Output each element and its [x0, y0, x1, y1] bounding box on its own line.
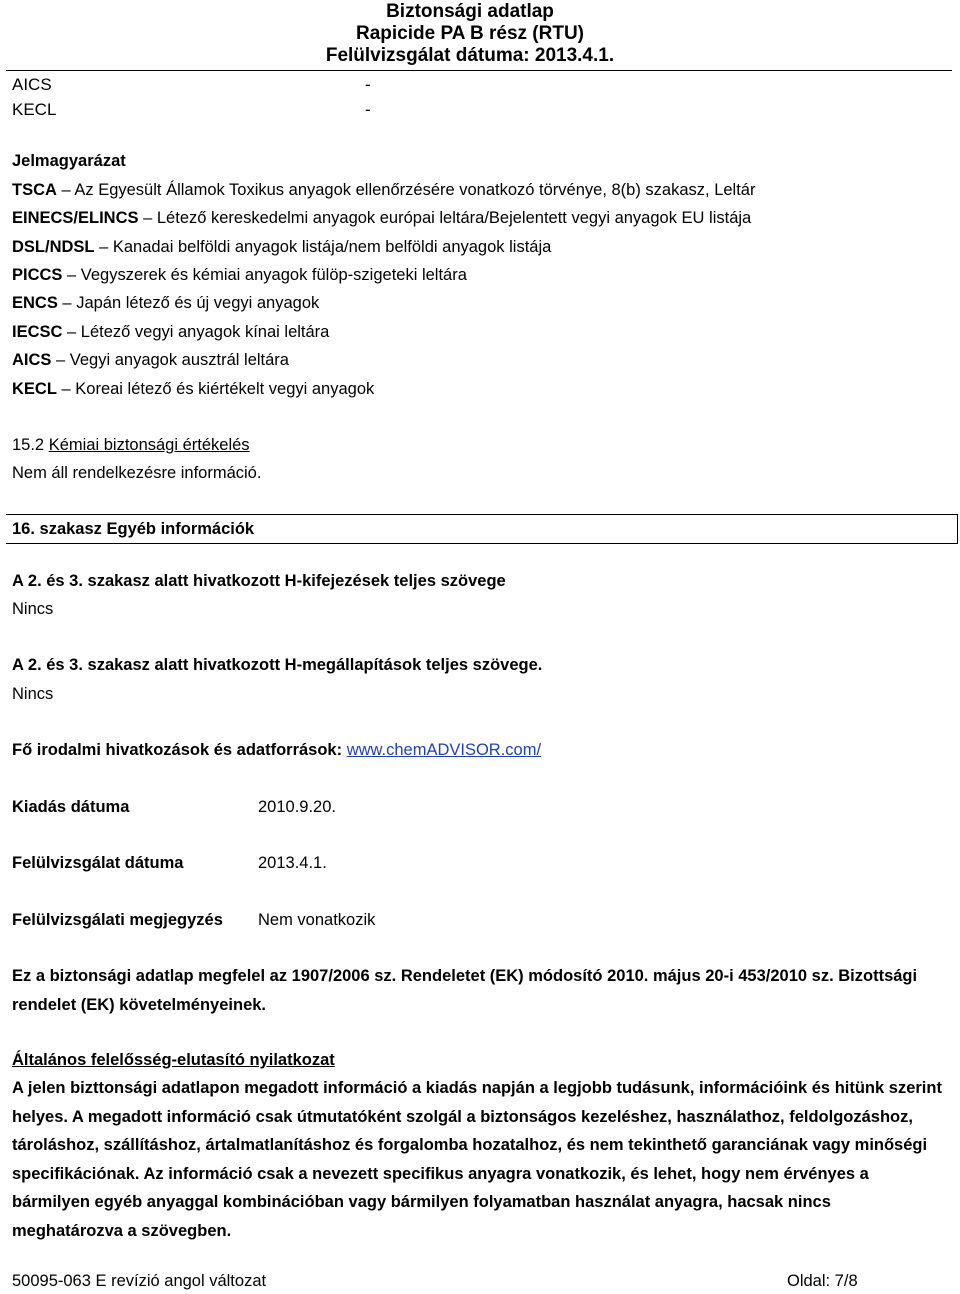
footer-page-number: Oldal: 7/8: [787, 1272, 858, 1290]
references-line: [12, 739, 541, 761]
legend-desc: – Létező vegyi anyagok kínai leltára: [62, 323, 330, 341]
revision-note-value: Nem vonatkozik: [258, 911, 376, 929]
h-statements-title: A 2. és 3. szakasz alatt hivatkozott H-megállapítások teljes szövege.: [12, 656, 543, 674]
revision-note-label: Felülvizsgálati megjegyzés: [12, 911, 223, 929]
section-number: 15.2: [12, 436, 49, 454]
product-name: Rapicide PA B rész (RTU): [355, 23, 585, 44]
inventory-row-kecl: [12, 99, 56, 121]
disclaimer-text: A jelen bizttonsági adatlapon megadott információ a kiadás napján a legjobb tudásunk, információink és hitünk szerint helyes. A megadott információ csak útmutatóként szolgál a biztonságos kezeléshez, használathoz, feldolgozáshoz, tároláshoz, szállításhoz, ártalmatlanításhoz és forgalomba hozatalhoz, és nem tekinthető garanciának vagy minőségi specifikációnak. Az információ csak a nevezett specifikus anyagra vonatkozik, és lehet, hogy nem érvényes a bármilyen egyéb anyaggal kombinációban vagy bármilyen folyamatban használat anyagra, hacsak nincs meghatározva a szövegben.: [12, 1079, 942, 1240]
issue-date-value: 2010.9.20.: [258, 798, 336, 816]
legend-abbr: IECSC: [12, 323, 63, 341]
legend-desc: – Japán létező és új vegyi anyagok: [57, 294, 320, 312]
section-15-2-text: Nem áll rendelkezésre információ.: [12, 464, 262, 482]
legend-abbr: ENCS: [12, 294, 58, 312]
inventory-code: KECL: [12, 100, 57, 119]
legend-abbr: PICCS: [12, 266, 63, 284]
legend-desc: – Kanadai belföldi anyagok listája/nem belföldi anyagok listája: [94, 238, 552, 256]
legend-abbr: EINECS/ELINCS: [12, 209, 139, 227]
legend-desc: – Vegyi anyagok ausztrál leltára: [51, 351, 289, 369]
chemadvisor-link[interactable]: www.chemADVISOR.com/: [346, 741, 542, 759]
inventory-value: -: [365, 75, 371, 94]
revision-date-label: Felülvizsgálat dátuma: [12, 854, 184, 872]
legend-desc: – Az Egyesült Államok Toxikus anyagok ellenőrzésére vonatkozó törvénye, 8(b) szakasz, Leltár: [56, 181, 756, 199]
legend-item-dsl: [12, 236, 551, 258]
h-statements-value: Nincs: [12, 685, 54, 703]
section-15-2-heading: [12, 434, 250, 456]
legend-title: Jelmagyarázat: [12, 152, 126, 170]
legend-abbr: AICS: [12, 351, 52, 369]
legend-item-kecl: [12, 378, 374, 400]
legend-item-encs: [12, 292, 319, 314]
disclaimer-title: Általános felelősség-elutasító nyilatkozat: [12, 1051, 335, 1069]
h-phrases-title: A 2. és 3. szakasz alatt hivatkozott H-kifejezések teljes szövege: [12, 572, 506, 590]
legend-abbr: KECL: [12, 380, 57, 398]
legend-item-aics: [12, 349, 289, 371]
legend-abbr: TSCA: [12, 181, 57, 199]
section-16-title: 16. szakasz Egyéb információk: [12, 520, 255, 538]
references-label: Fő irodalmi hivatkozások és adatforrások:: [12, 741, 347, 759]
h-phrases-value: Nincs: [12, 600, 54, 618]
section-title: Kémiai biztonsági értékelés: [48, 436, 250, 454]
legend-item-einecs: [12, 207, 751, 229]
legend-item-piccs: [12, 264, 467, 286]
legend-desc: – Koreai létező és kiértékelt vegyi anyagok: [56, 380, 375, 398]
doc-title: Biztonsági adatlap: [386, 1, 554, 22]
issue-date-label: Kiadás dátuma: [12, 798, 130, 816]
inventory-row-aics: [12, 74, 52, 96]
legend-desc: – Létező kereskedelmi anyagok európai leltára/Bejelentett vegyi anyagok EU listája: [138, 209, 752, 227]
footer-revision: 50095-063 E revízió angol változat: [12, 1272, 267, 1290]
header-revision-date: Felülvizsgálat dátuma: 2013.4.1.: [325, 45, 615, 66]
inventory-value: -: [365, 100, 371, 119]
header-rule: [6, 70, 952, 71]
legend-desc: – Vegyszerek és kémiai anyagok fülöp-szigeteki leltára: [62, 266, 467, 284]
inventory-code: AICS: [12, 75, 52, 94]
revision-date-value: 2013.4.1.: [258, 854, 327, 872]
legend-item-tsca: [12, 179, 755, 201]
legend-abbr: DSL/NDSL: [12, 238, 95, 256]
compliance-statement: Ez a biztonsági adatlap megfelel az 1907/2006 sz. Rendeletet (EK) módosító 2010. május 20-i 453/2010 sz. Bizottsági rendelet (EK) követelményeinek.: [12, 967, 918, 1014]
legend-item-iecsc: [12, 321, 329, 343]
